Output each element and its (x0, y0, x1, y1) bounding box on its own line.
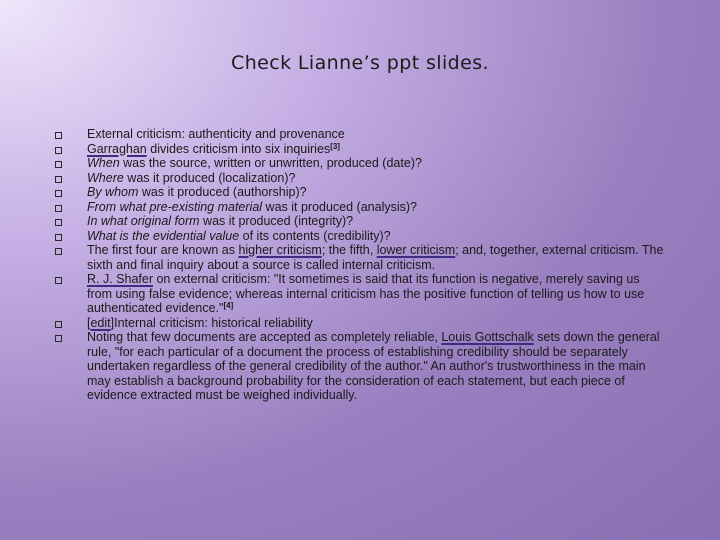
square-bullet-icon (55, 234, 62, 241)
bullet-text: was it produced (authorship)? (138, 185, 307, 199)
square-bullet-icon (55, 248, 62, 255)
bullet-original-form (55, 214, 665, 229)
square-bullet-icon (55, 176, 62, 183)
lower-criticism-link[interactable]: lower criticism (376, 243, 456, 257)
slide-title: Check Lianne’s ppt slides. (231, 52, 489, 74)
square-bullet-icon (55, 190, 62, 197)
bullet-higher-lower-criticism (55, 243, 665, 272)
bullet-gottschalk (55, 330, 665, 403)
bullet-emphasis: Where (87, 170, 124, 185)
bullet-where (55, 171, 665, 186)
bullet-text: ; and, together, external criticism. The sixth and final inquiry about a source is called internal criticism. (87, 243, 664, 272)
bullet-when (55, 156, 665, 171)
bullet-list (55, 127, 665, 403)
bullet-text: was the source, written or unwritten, produced (date)? (119, 156, 422, 170)
bullet-text: on external criticism: "It sometimes is said that its function is negative, merely saving us from using false evidence; whereas internal criticism has the positive function of telling us how to use authenticated evidence." (87, 272, 645, 315)
garraghan-link[interactable]: Garraghan (87, 141, 147, 156)
bullet-text: was it produced (analysis)? (262, 199, 417, 214)
higher-criticism-link[interactable]: higher criticism (238, 243, 322, 257)
reference-link[interactable]: [3] (330, 141, 340, 151)
reference-link[interactable]: [4] (223, 301, 234, 310)
bullet-emphasis: In what original form (87, 214, 200, 228)
shafer-link[interactable]: R. J. Shafer (87, 272, 153, 286)
bullet-text: [ (87, 315, 91, 330)
bullet-emphasis: When (87, 156, 120, 170)
edit-link[interactable]: edit (90, 315, 111, 330)
bullet-text: ]Internal criticism: historical reliability (110, 315, 313, 330)
bullet-emphasis: From what pre-existing material (87, 199, 263, 214)
square-bullet-icon (55, 277, 62, 284)
bullet-garraghan (55, 142, 665, 157)
bullet-text: of its contents (credibility)? (239, 228, 391, 243)
square-bullet-icon (55, 219, 62, 226)
square-bullet-icon (55, 147, 62, 154)
square-bullet-icon (55, 132, 62, 139)
bullet-text: Noting that few documents are accepted as completely reliable, (87, 330, 442, 344)
bullet-by-whom (55, 185, 665, 200)
gottschalk-link[interactable]: Louis Gottschalk (441, 330, 534, 344)
bullet-evidential-value (55, 229, 665, 244)
bullet-emphasis: By whom (87, 185, 139, 199)
bullet-text: External criticism: authenticity and provenance (87, 127, 345, 141)
square-bullet-icon (55, 321, 62, 328)
bullet-shafer (55, 272, 665, 316)
bullet-text: The first four are known as (87, 243, 239, 257)
bullet-internal-criticism (55, 316, 665, 331)
square-bullet-icon (55, 335, 62, 342)
bullet-emphasis: What is the evidential value (87, 228, 240, 243)
square-bullet-icon (55, 161, 62, 168)
bullet-text: was it produced (localization)? (123, 170, 296, 185)
bullet-text: sets down the general rule, "for each particular of a document the process of establishing credibility should be separately undertaken regardless of the general credibility of the author." An author's trustworthiness in the main may establish a background probability for the consideration of each statement, but each piece of evidence extracted must be weighed individually. (87, 330, 660, 402)
square-bullet-icon (55, 205, 62, 212)
bullet-text: ; the fifth, (321, 243, 377, 257)
bullet-text: divides criticism into six inquiries (146, 141, 331, 156)
bullet-external-criticism (55, 127, 665, 142)
bullet-text: was it produced (integrity)? (199, 214, 354, 228)
bullet-pre-existing-material (55, 200, 665, 215)
